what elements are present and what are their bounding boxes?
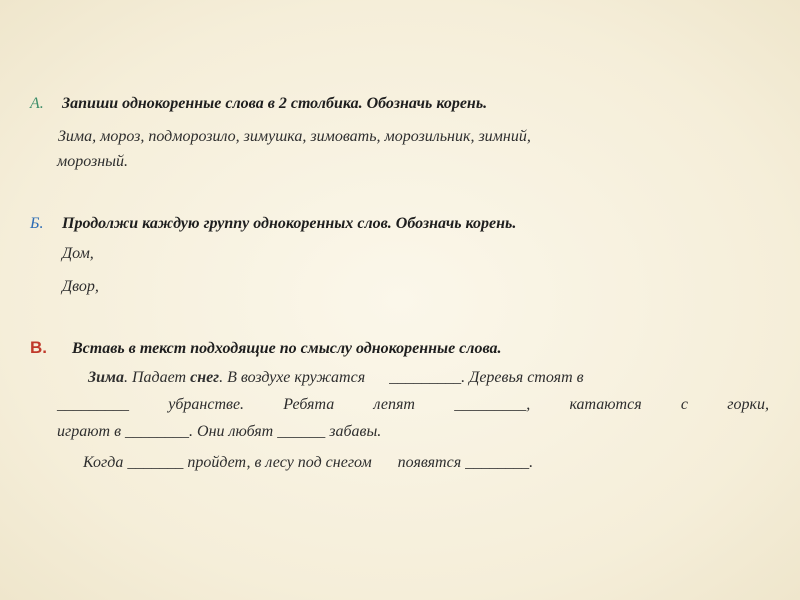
blank: _________ — [57, 396, 129, 413]
task-c-title: Вставь в текст подходящие по смыслу однокоренные слова. — [72, 340, 502, 357]
text-fragment: Ребята — [283, 396, 335, 413]
task-c-text-line-1 — [88, 369, 584, 387]
text-fragment: появятся ________. — [397, 454, 534, 471]
task-c-text-line-4 — [83, 454, 533, 472]
blank: _________, — [454, 396, 531, 413]
task-b-word-dvor: Двор, — [62, 278, 99, 295]
text-fragment: лепят — [373, 396, 415, 413]
text-fragment: катаются — [569, 396, 642, 413]
text-fragment: _________. Деревья стоят в — [389, 369, 584, 386]
task-c-text-line-3: играют в ________. Они любят ______ забавы. — [57, 423, 382, 440]
task-a-words-line-1: Зима, мороз, подморозило, зимушка, зимовать, морозильник, зимний, — [58, 128, 531, 145]
text-fragment: убранстве. — [168, 396, 245, 413]
task-c-marker: В. — [30, 338, 47, 357]
task-b-title: Продолжи каждую группу однокоренных слов. Обозначь корень. — [62, 215, 517, 232]
text-fragment: Когда _______ пройдет, в лесу под снегом — [83, 454, 372, 471]
task-a-title: Запиши однокоренные слова в 2 столбика. Обозначь корень. — [62, 95, 488, 112]
task-a-marker: А. — [30, 95, 44, 112]
task-b-word-dom: Дом, — [62, 245, 94, 262]
word-sneg: снег — [190, 369, 220, 386]
word-zima: Зима — [88, 369, 124, 386]
task-a-words-line-2: морозный. — [57, 153, 129, 170]
text-fragment: горки, — [727, 396, 769, 413]
task-b-heading — [30, 215, 516, 233]
task-b-marker: Б. — [30, 215, 44, 232]
task-a-heading — [30, 95, 487, 113]
task-c-text-line-2 — [57, 396, 769, 414]
task-c-heading — [30, 338, 502, 358]
text-fragment: с — [680, 396, 689, 413]
text-fragment: . В воздухе кружатся — [219, 369, 366, 386]
text-fragment: . Падает — [124, 369, 191, 386]
